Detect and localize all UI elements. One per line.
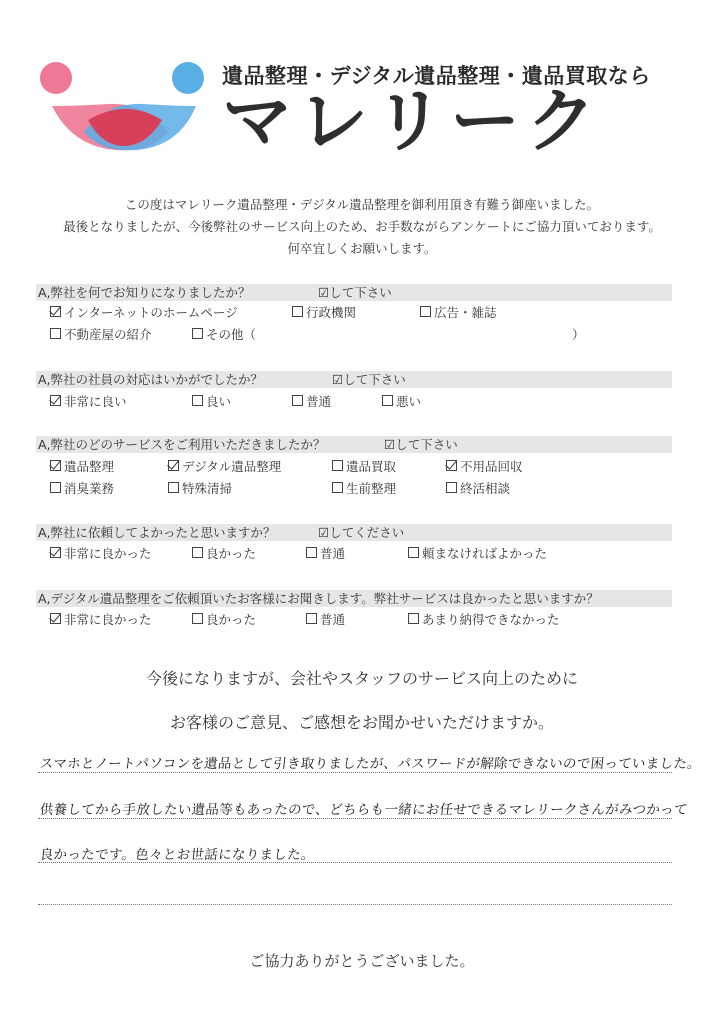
q3-option-special-cleaning[interactable]: [168, 481, 232, 497]
q1-option-realestate[interactable]: [50, 327, 152, 343]
checkbox[interactable]: [292, 395, 303, 406]
option-label: インターネットのホームページ: [64, 305, 238, 320]
option-label: 非常に良かった: [64, 546, 152, 561]
checkbox[interactable]: [292, 306, 303, 317]
checkbox[interactable]: [306, 547, 317, 558]
question-1-hint: ☑して下さい: [318, 285, 392, 300]
q4-option-very-good[interactable]: [50, 546, 152, 562]
closing-line-2: お客様のご意見、ご感想をお聞かせいただけますか。: [169, 713, 554, 732]
checkbox[interactable]: [408, 613, 419, 624]
q1-option-advertising[interactable]: [420, 305, 497, 321]
option-label: 普通: [320, 546, 346, 561]
checkbox[interactable]: [192, 613, 203, 624]
comment-rule: [38, 818, 672, 819]
checkbox[interactable]: [168, 482, 179, 493]
q5-option-very-good[interactable]: [50, 612, 152, 628]
option-label: 遺品整理: [64, 459, 115, 474]
comment-line-1: スマホとノートパソコンを遺品として引き取りましたが、パスワードが解除できないので困っていました。: [38, 756, 702, 772]
q3-option-end-of-life-consult[interactable]: [446, 481, 510, 497]
option-label: 普通: [320, 612, 346, 627]
q4-option-normal[interactable]: [306, 546, 345, 562]
q4-option-regret[interactable]: [408, 546, 547, 562]
question-2-bar: [36, 371, 672, 388]
option-label: 良い: [206, 394, 232, 409]
option-label: あまり納得できなかった: [422, 612, 560, 627]
checkbox[interactable]: [332, 460, 343, 471]
checkbox[interactable]: [50, 547, 61, 558]
comment-rule: [38, 772, 672, 773]
checkbox[interactable]: [192, 328, 203, 339]
checkbox[interactable]: [408, 547, 419, 558]
intro-line: 何卒宜しくお願いします。: [287, 241, 437, 256]
q2-option-normal[interactable]: [292, 394, 331, 410]
checkbox[interactable]: [446, 460, 457, 471]
q5-option-good[interactable]: [192, 612, 256, 628]
option-label: 悪い: [396, 394, 422, 409]
q3-option-digital-cleanup[interactable]: [168, 459, 281, 475]
question-5-text: A,デジタル遺品整理をご依頼頂いたお客様にお聞きします。弊社サービスは良かったと思いますか？: [38, 591, 599, 606]
intro-line: 最後となりましたが、今後弊社のサービス向上のため、お手数ながらアンケートにご協力頂いております。: [63, 219, 661, 234]
q5-option-normal[interactable]: [306, 612, 345, 628]
brand-name: マレリーク: [222, 80, 602, 162]
question-3-hint: ☑して下さい: [384, 437, 458, 452]
question-5-bar: [36, 590, 672, 607]
option-label: 良かった: [206, 612, 257, 627]
question-2-text: A,弊社の社員の対応はいかがでしたか？: [38, 372, 264, 387]
question-3-bar: [36, 436, 672, 453]
intro-line: この度はマレリーク遺品整理・デジタル遺品整理を御利用頂き有難う御座いました。: [124, 197, 600, 212]
thanks-message: ご協力ありがとうございました。: [249, 952, 475, 970]
checkbox[interactable]: [50, 613, 61, 624]
question-4-text: A,弊社に依頼してよかったと思いますか？: [38, 525, 276, 540]
option-label: 良かった: [206, 546, 257, 561]
option-label: 生前整理: [346, 481, 397, 496]
comment-rule: [38, 904, 672, 905]
q3-option-junk-removal[interactable]: [446, 459, 523, 475]
q3-option-purchase[interactable]: [332, 459, 396, 475]
comment-line-3: 良かったです。色々とお世話になりました。: [38, 847, 316, 863]
option-label: 遺品買取: [346, 459, 397, 474]
closing-line-1: 今後になりますが、会社やスタッフのサービス向上のために: [145, 669, 578, 688]
option-label: 不用品回収: [460, 459, 523, 474]
checkbox[interactable]: [168, 460, 179, 471]
checkbox[interactable]: [50, 460, 61, 471]
q3-option-estate-cleanup[interactable]: [50, 459, 114, 475]
option-label: 普通: [306, 394, 332, 409]
q2-option-very-good[interactable]: [50, 394, 127, 410]
question-3-text: A,弊社のどのサービスをご利用いただきましたか？: [38, 437, 326, 452]
option-label: その他（: [206, 327, 257, 342]
option-label: 行政機関: [306, 305, 357, 320]
q3-option-deodorize[interactable]: [50, 481, 114, 497]
option-label: 非常に良かった: [64, 612, 152, 627]
q2-option-bad[interactable]: [382, 394, 421, 410]
checkbox[interactable]: [50, 482, 61, 493]
question-1-text: A,弊社を何でお知りになりましたか？: [38, 285, 251, 300]
checkbox[interactable]: [192, 547, 203, 558]
option-label: 頼まなければよかった: [422, 546, 548, 561]
checkbox[interactable]: [50, 395, 61, 406]
q1-option-internet[interactable]: [50, 305, 238, 321]
q4-option-good[interactable]: [192, 546, 256, 562]
q2-option-good[interactable]: [192, 394, 231, 410]
checkbox[interactable]: [420, 306, 431, 317]
question-2-hint: ☑して下さい: [332, 372, 406, 387]
marereek-logo-icon: [36, 58, 216, 158]
question-4-hint: ☑してください: [318, 525, 405, 540]
comment-line-2: 供養してから手放したい遺品等もあったので、どちらも一緒にお任せできるマレリークさんがみつかって: [38, 802, 689, 818]
comment-rule: [38, 862, 672, 863]
checkbox[interactable]: [50, 306, 61, 317]
checkbox[interactable]: [446, 482, 457, 493]
option-label: 広告・雑誌: [434, 305, 497, 320]
checkbox[interactable]: [306, 613, 317, 624]
q3-option-pre-death-cleanup[interactable]: [332, 481, 396, 497]
checkbox[interactable]: [192, 395, 203, 406]
tagline: 遺品整理・デジタル遺品整理・遺品買取なら: [222, 64, 651, 88]
option-label: 消臭業務: [64, 481, 115, 496]
checkbox[interactable]: [332, 482, 343, 493]
q1-option-other[interactable]: [192, 327, 256, 343]
option-label: 特殊清掃: [182, 481, 233, 496]
q1-option-government[interactable]: [292, 305, 356, 321]
q1-other-close: ）: [572, 327, 585, 342]
checkbox[interactable]: [50, 328, 61, 339]
intro-text: [0, 194, 724, 260]
question-1-bar: [36, 284, 672, 301]
option-label: 終活相談: [460, 481, 511, 496]
checkbox[interactable]: [382, 395, 393, 406]
option-label: デジタル遺品整理: [182, 459, 282, 474]
q5-option-unsatisfied[interactable]: [408, 612, 560, 628]
question-4-bar: [36, 524, 672, 541]
option-label: 不動産屋の紹介: [64, 327, 152, 342]
option-label: 非常に良い: [64, 394, 127, 409]
